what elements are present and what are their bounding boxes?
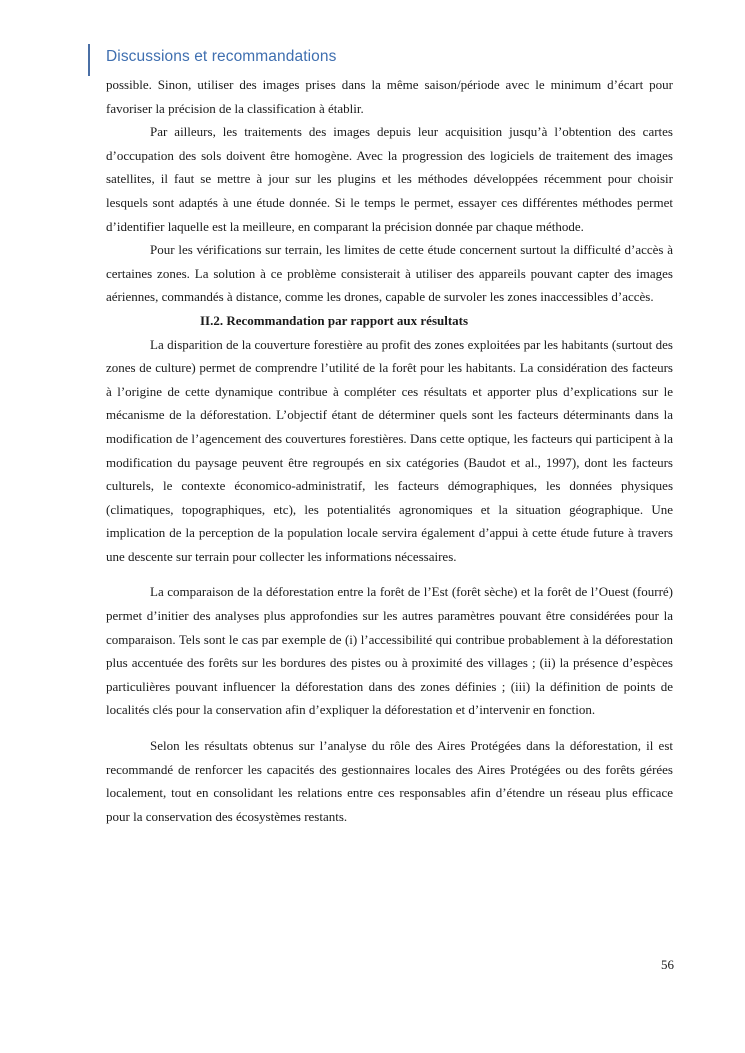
paragraph-image-processing: Par ailleurs, les traitements des images depuis leur acquisition jusqu’à l’obtention des cartes d’occupation des sols doivent être homogène. Avec la progression des logiciels de traitement des images satellites, il faut se mettre à jour sur les plugins et les méthodes développées récemment pour choisir lesquels sont adaptés à une étude donnée. Si le temps le permet, essayer ces différentes méthodes permet d’identifier laquelle est la meilleure, en comparant la précision donnée par chaque méthode. [106,124,673,234]
paragraph-protected-areas: Selon les résultats obtenus sur l’analyse du rôle des Aires Protégées dans la déforestation, il est recommandé de renforcer les capacités des gestionnaires locales des Aires Protégées ou des forêts gérées localement, tout en consolidant les relations entre ces responsables afin d’étendre un réseau plus efficace pour la conservation des écosystèmes restants. [106,738,673,824]
header-accent-bar [88,44,90,76]
paragraph-deforestation-comparison: La comparaison de la déforestation entre la forêt de l’Est (forêt sèche) et la forêt de l’Ouest (fourré) permet d’initier des analyses plus approfondies sur les autres paramètres pouvant être considérées pour la comparaison. Tels sont le cas par exemple de (i) l’accessibilité qui contribue probablement à la déforestation plus accentuée des forêts sur les bordures des pistes ou à proximité des villages ; (ii) la présence d’espèces particulières pouvant influencer la déforestation dans des zones définies ; (iii) la définition de points de localités clés pour la conservation afin d’expliquer la déforestation et d’intervenir en fonction. [106,584,673,718]
paragraph-continuation: possible. Sinon, utiliser des images prises dans la même saison/période avec le minimum d’écart pour favoriser la précision de la classification à établir. [106,77,673,116]
page-body [106,73,673,828]
page-number: 56 [661,957,674,972]
paragraph-forest-cover: La disparition de la couverture forestière au profit des zones exploitées par les habitants (surtout des zones de culture) permet de comprendre l’utilité de la forêt pour les habitants. La considération des facteurs à l’origine de cette dynamique contribue à compléter ces résultats et apporter plus d’explications sur le mécanisme de la déforestation. L’objectif étant de déterminer quels sont les facteurs déterminants dans la modification de l’agencement des couvertures forestières. Dans cette optique, les facteurs qui participent à la modification du paysage peuvent être regroupés en six catégories (Baudot et al., 1997), dont les facteurs culturels, le contexte économico-administratif, les facteurs démographiques, les données physiques (climatiques, topographiques, etc), les potentialités agronomiques et la situation géographique. Une implication de la perception de la population locale servira également d’appui à cette étude future à travers une descente sur terrain pour collecter les informations nécessaires. [106,336,673,564]
section-heading: II.2. Recommandation par rapport aux résultats [200,312,469,328]
running-header-title: Discussions et recommandations [106,48,337,65]
paragraph-field-verification: Pour les vérifications sur terrain, les limites de cette étude concernent surtout la difficulté d’accès à certaines zones. La solution à ce problème consisterait à utiliser des appareils pouvant capter des images aériennes, commandés à distance, comme les drones, capable de survoler les zones inaccessibles d’accès. [106,242,673,305]
